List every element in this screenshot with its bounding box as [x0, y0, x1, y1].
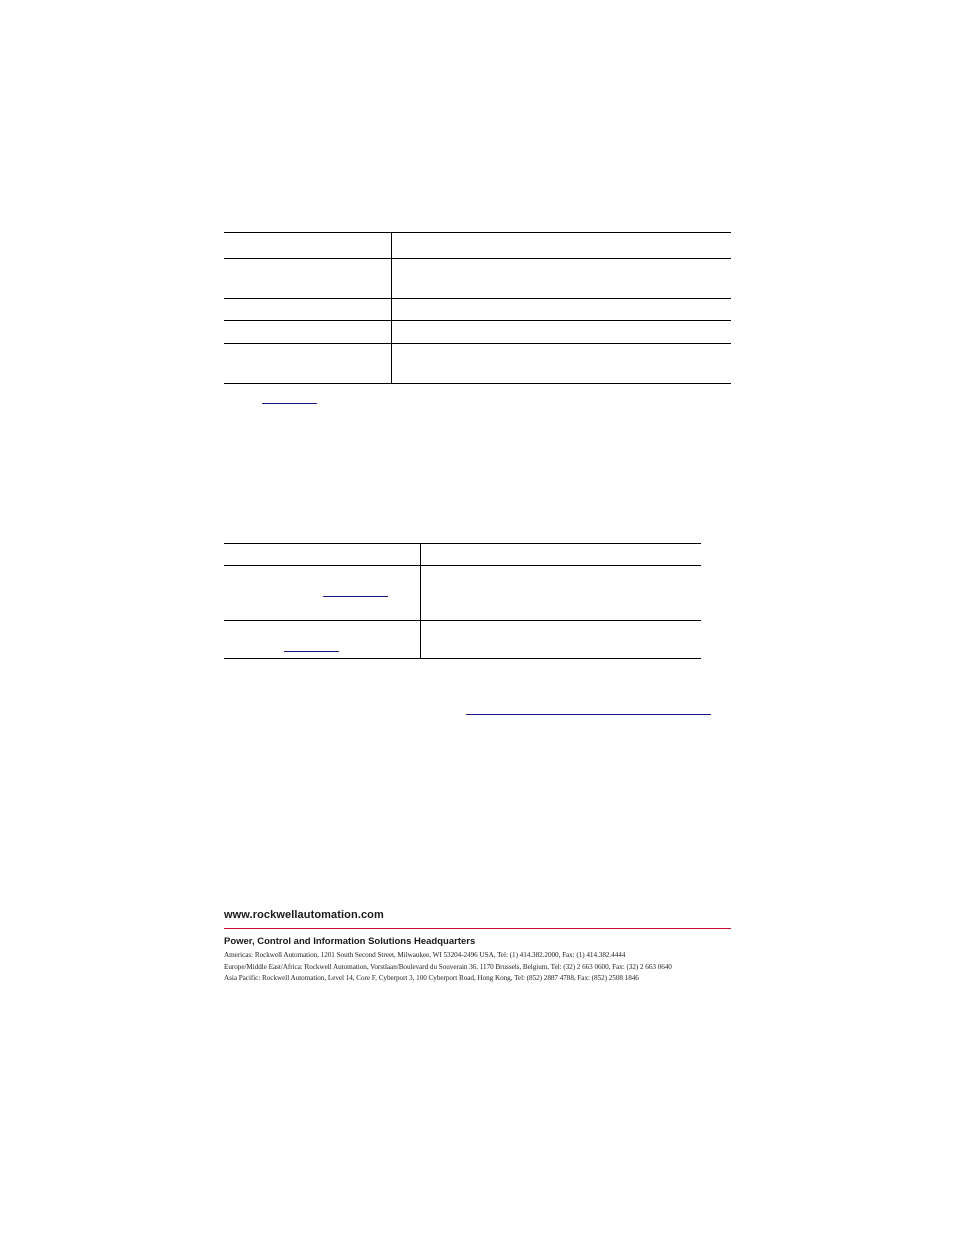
table-2-row-rule — [224, 620, 701, 621]
table-2-link-underline[interactable] — [323, 596, 388, 597]
footer-website[interactable]: www.rockwellautomation.com — [224, 909, 384, 921]
table-2-bottom-rule — [224, 658, 701, 659]
table-1-row-rule — [224, 258, 731, 259]
link-underline[interactable] — [262, 403, 317, 404]
table-1-row-rule — [224, 343, 731, 344]
footer-asia-pacific-address: Asia Pacific: Rockwell Automation, Level 14, Core F, Cyberport 3, 100 Cyberport Road, Hong Kong, Tel: (852) 2887 4788, Fax: (852) 2508 1846 — [224, 974, 639, 982]
footer-americas-address: Americas: Rockwell Automation, 1201 South Second Street, Milwaukee, WI 53204-2496 USA, Tel: (1) 414.382.2000, Fax: (1) 414.382.4444 — [224, 951, 626, 959]
table-1-bottom-rule — [224, 383, 731, 384]
table-1-row-rule — [224, 298, 731, 299]
table-1-column-divider — [391, 232, 392, 383]
table-1-top-rule — [224, 232, 731, 233]
footer-emea-address: Europe/Middle East/Africa: Rockwell Automation, Vorstlaan/Boulevard du Souverain 36, 1170 Brussels, Belgium, Tel: (32) 2 663 0600, Fax: (32) 2 663 0640 — [224, 963, 672, 971]
url-link-underline[interactable] — [466, 714, 711, 715]
table-2-top-rule — [224, 543, 701, 544]
footer-headquarters-title: Power, Control and Information Solutions Headquarters — [224, 936, 476, 947]
table-1-row-rule — [224, 320, 731, 321]
table-2-link-underline[interactable] — [284, 651, 339, 652]
table-2-row-rule — [224, 565, 701, 566]
footer-divider — [224, 928, 731, 929]
table-2-column-divider — [420, 543, 421, 658]
